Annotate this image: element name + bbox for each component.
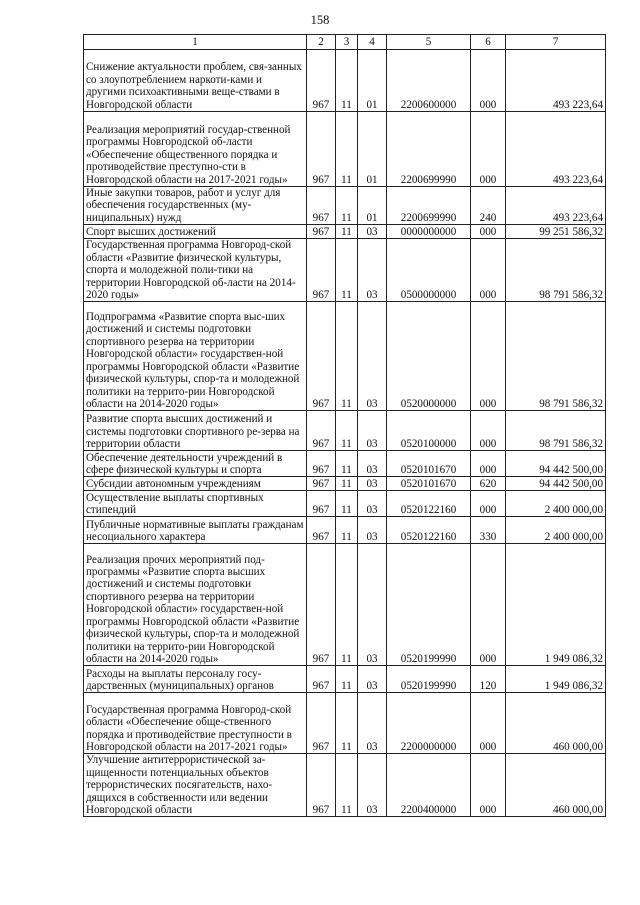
expense-type-code: 120 [471,666,506,693]
subsection-code: 03 [358,666,387,693]
page-number: 158 [310,13,330,27]
expense-type-code: 000 [471,302,506,411]
expense-name: Улучшение антитеррористической за-щищенности потенциальных объектов террористических посягательств, нахо-дящихся в собственности или ведении Новгородской области [84,754,307,817]
table-row [84,693,606,754]
amount: 2 400 000,00 [506,517,606,544]
ministry-code: 967 [307,225,336,239]
table-row [84,187,606,225]
subsection-code: 03 [358,477,387,491]
target-article-code: 0520101670 [387,477,471,491]
table-row [84,302,606,411]
ministry-code: 967 [307,187,336,225]
target-article-code: 2200699990 [387,187,471,225]
table-row [84,491,606,517]
amount: 493 223,64 [506,50,606,112]
target-article-code: 0520122160 [387,517,471,544]
target-article-code: 0520100000 [387,411,471,451]
expense-name: Снижение актуальности проблем, свя-занных со злоупотреблением наркоти-ками и другими психоактивными веще-ствами в Новгородской области [84,50,307,112]
ministry-code: 967 [307,302,336,411]
amount: 94 442 500,00 [506,451,606,477]
section-code: 11 [336,411,358,451]
table-row [84,451,606,477]
section-code: 11 [336,544,358,666]
column-header: 5 [387,35,471,50]
table-row [84,517,606,544]
expense-type-code: 000 [471,112,506,187]
column-header: 4 [358,35,387,50]
expense-type-code: 000 [471,239,506,302]
expense-type-code: 330 [471,517,506,544]
expense-name: Реализация мероприятий государ-ственной программы Новгородской об-ласти «Обеспечение общественного порядка и противодействие преступно-сти в Новгородской области на 2017-2021 годы» [84,112,307,187]
target-article-code: 0500000000 [387,239,471,302]
subsection-code: 03 [358,693,387,754]
target-article-code: 0520101670 [387,451,471,477]
section-code: 11 [336,754,358,817]
subsection-code: 03 [358,754,387,817]
subsection-code: 01 [358,187,387,225]
ministry-code: 967 [307,754,336,817]
ministry-code: 967 [307,666,336,693]
subsection-code: 03 [358,491,387,517]
expense-name: Расходы на выплаты персоналу госу-дарственных (муниципальных) органов [84,666,307,693]
subsection-code: 03 [358,239,387,302]
section-code: 11 [336,302,358,411]
ministry-code: 967 [307,693,336,754]
ministry-code: 967 [307,491,336,517]
section-code: 11 [336,666,358,693]
expense-type-code: 000 [471,754,506,817]
section-code: 11 [336,693,358,754]
expense-type-code: 000 [471,451,506,477]
table-row [84,754,606,817]
amount: 460 000,00 [506,693,606,754]
amount: 493 223,64 [506,187,606,225]
amount: 493 223,64 [506,112,606,187]
subsection-code: 03 [358,451,387,477]
expense-type-code: 000 [471,693,506,754]
expense-type-code: 000 [471,544,506,666]
expense-name: Публичные нормативные выплаты гражданам несоциального характера [84,517,307,544]
column-header: 7 [506,35,606,50]
section-code: 11 [336,50,358,112]
subsection-code: 03 [358,302,387,411]
section-code: 11 [336,112,358,187]
subsection-code: 03 [358,544,387,666]
column-header: 2 [307,35,336,50]
expense-name: Подпрограмма «Развитие спорта выс-ших достижений и системы подготовки спортивного резерва на территории Новгородской области» государствен-ной программы Новгородской области «Развитие физической культуры, спор-та и молодежной политики на террито-рии Новгородской области на 2014-2020 годы» [84,302,307,411]
column-header: 1 [84,35,307,50]
amount: 460 000,00 [506,754,606,817]
section-code: 11 [336,477,358,491]
column-header: 6 [471,35,506,50]
amount: 1 949 086,32 [506,666,606,693]
expense-type-code: 240 [471,187,506,225]
expense-type-code: 000 [471,491,506,517]
subsection-code: 01 [358,50,387,112]
expense-name: Обеспечение деятельности учреждений в сфере физической культуры и спорта [84,451,307,477]
expense-name: Субсидии автономным учреждениям [84,477,307,491]
ministry-code: 967 [307,411,336,451]
table-row [84,477,606,491]
amount: 98 791 586,32 [506,411,606,451]
amount: 2 400 000,00 [506,491,606,517]
target-article-code: 0520199990 [387,544,471,666]
section-code: 11 [336,517,358,544]
table-row [84,112,606,187]
column-header: 3 [336,35,358,50]
expense-name: Осуществление выплаты спортивных стипендий [84,491,307,517]
expense-type-code: 000 [471,50,506,112]
section-code: 11 [336,187,358,225]
target-article-code: 0000000000 [387,225,471,239]
table-row [84,50,606,112]
subsection-code: 01 [358,112,387,187]
expense-type-code: 620 [471,477,506,491]
section-code: 11 [336,225,358,239]
table-row [84,239,606,302]
expense-name: Спорт высших достижений [84,225,307,239]
expense-name: Иные закупки товаров, работ и услуг для обеспечения государственных (му-ниципальных) нужд [84,187,307,225]
target-article-code: 0520000000 [387,302,471,411]
expense-name: Реализация прочих мероприятий под-программы «Развитие спорта высших достижений и системы подготовки спортивного резерва на территории Новгородской области» государствен-ной программы Новгородской области «Развитие физической культуры, спор-та и молодежной политики на террито-рии Новгородской области на 2014-2020 годы» [84,544,307,666]
ministry-code: 967 [307,517,336,544]
table-row [84,544,606,666]
amount: 99 251 586,32 [506,225,606,239]
ministry-code: 967 [307,50,336,112]
expense-name: Государственная программа Новгород-ской области «Развитие физической культуры, спорта и молодежной поли-тики на территории Новгородской об-ласти на 2014-2020 годы» [84,239,307,302]
subsection-code: 03 [358,517,387,544]
target-article-code: 2200600000 [387,50,471,112]
subsection-code: 03 [358,411,387,451]
ministry-code: 967 [307,112,336,187]
ministry-code: 967 [307,544,336,666]
subsection-code: 03 [358,225,387,239]
amount: 1 949 086,32 [506,544,606,666]
expense-type-code: 000 [471,411,506,451]
amount: 98 791 586,32 [506,302,606,411]
section-code: 11 [336,451,358,477]
target-article-code: 0520199990 [387,666,471,693]
amount: 98 791 586,32 [506,239,606,302]
section-code: 11 [336,491,358,517]
budget-table [83,34,606,817]
table-row [84,225,606,239]
ministry-code: 967 [307,451,336,477]
ministry-code: 967 [307,239,336,302]
table-row [84,411,606,451]
target-article-code: 2200699990 [387,112,471,187]
column-number-row [84,35,606,50]
target-article-code: 2200000000 [387,693,471,754]
expense-type-code: 000 [471,225,506,239]
table-row [84,666,606,693]
ministry-code: 967 [307,477,336,491]
section-code: 11 [336,239,358,302]
target-article-code: 2200400000 [387,754,471,817]
expense-name: Развитие спорта высших достижений и системы подготовки спортивного ре-зерва на территории области [84,411,307,451]
expense-name: Государственная программа Новгород-ской области «Обеспечение обще-ственного порядка и противодействие преступности в Новгородской области на 2017-2021 годы» [84,693,307,754]
amount: 94 442 500,00 [506,477,606,491]
target-article-code: 0520122160 [387,491,471,517]
